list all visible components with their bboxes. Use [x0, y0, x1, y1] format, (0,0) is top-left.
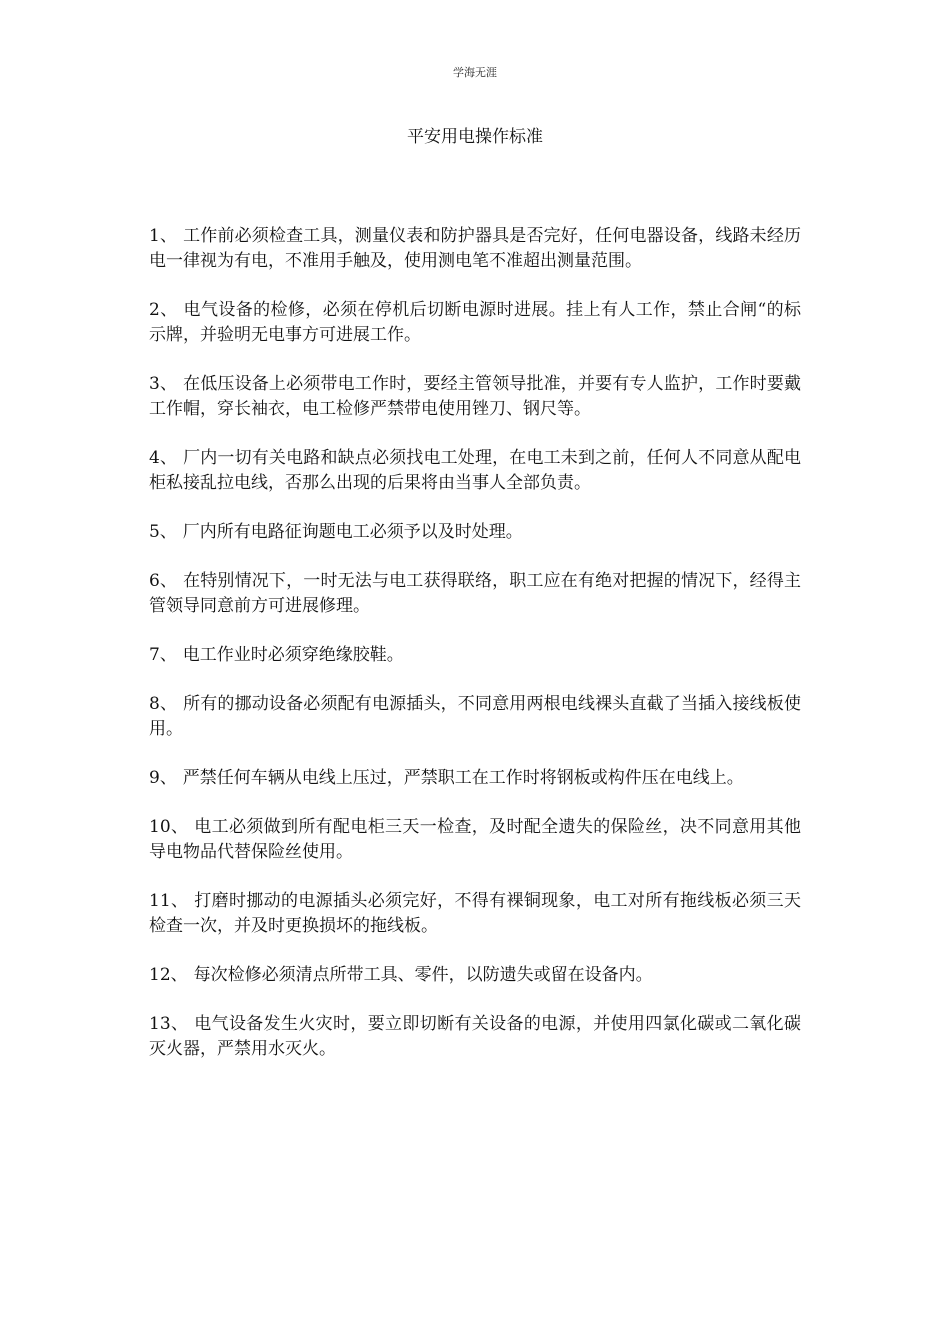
- rule-item: [149, 446, 801, 496]
- rule-text: 每次检修必须清点所带工具、零件，以防遗失或留在设备内。: [193, 965, 653, 985]
- rule-text: 电工作业时必须穿绝缘胶鞋。: [182, 645, 404, 665]
- rule-number: 10、: [149, 817, 189, 837]
- page-header: 学海无涯: [453, 66, 497, 79]
- rule-item: [149, 1012, 801, 1062]
- rule-number: 5、: [149, 522, 177, 542]
- rule-item: [149, 766, 801, 791]
- rule-text: 严禁任何车辆从电线上压过，严禁职工在工作时将钢板或构件压在电线上。: [182, 768, 744, 788]
- rule-number: 6、: [149, 571, 178, 591]
- rule-number: 8、: [149, 694, 178, 714]
- rule-item: [149, 815, 801, 865]
- rule-text: 工作前必须检查工具，测量仪表和防护器具是否完好，任何电器设备，线路未经历电一律视为有电，不准用手触及，使用测电笔不准超出测量范围。: [149, 226, 801, 271]
- rule-text: 打磨时挪动的电源插头必须完好，不得有裸铜现象，电工对所有拖线板必须三天检查一次，并及时更换损坏的拖线板。: [149, 891, 801, 936]
- rule-number: 4、: [149, 448, 178, 468]
- rule-item: [149, 963, 801, 988]
- rule-item: [149, 224, 801, 274]
- rule-number: 3、: [149, 374, 178, 394]
- rule-text: 电气设备发生火灾时，要立即切断有关设备的电源，并使用四氯化碳或二氧化碳灭火器，严禁用水灭火。: [149, 1014, 801, 1059]
- rule-item: [149, 569, 801, 619]
- rule-number: 9、: [149, 768, 177, 788]
- rule-text: 电工必须做到所有配电柜三天一检查，及时配全遗失的保险丝，决不同意用其他导电物品代替保险丝使用。: [149, 817, 801, 862]
- rule-item: [149, 692, 801, 742]
- rule-item: [149, 889, 801, 939]
- rule-number: 7、: [149, 645, 177, 665]
- rule-number: 13、: [149, 1014, 189, 1034]
- rule-number: 12、: [149, 965, 188, 985]
- rule-text: 厂内所有电路征询题电工必须予以及时处理。: [182, 522, 523, 542]
- rule-item: [149, 520, 801, 545]
- rule-text: 在特别情况下，一时无法与电工获得联络，职工应在有绝对把握的情况下，经得主管领导同意前方可进展修理。: [149, 571, 801, 616]
- rule-item: [149, 372, 801, 422]
- document-title: 平安用电操作标准: [407, 127, 543, 147]
- rule-number: 11、: [149, 891, 189, 911]
- rule-text: 所有的挪动设备必须配有电源插头，不同意用两根电线裸头直截了当插入接线板使用。: [149, 694, 801, 739]
- rule-text: 电气设备的检修，必须在停机后切断电源时进展。挂上有人工作，禁止合闸“的标示牌，并验明无电事方可进展工作。: [149, 300, 801, 345]
- rule-item: [149, 643, 801, 668]
- rule-text: 厂内一切有关电路和缺点必须找电工处理，在电工未到之前，任何人不同意从配电柜私接乱拉电线，否那么出现的后果将由当事人全部负责。: [149, 448, 801, 493]
- rule-number: 1、: [149, 226, 178, 246]
- rules-list: [149, 224, 801, 1086]
- rule-number: 2、: [149, 300, 178, 320]
- rule-text: 在低压设备上必须带电工作时，要经主管领导批准，并要有专人监护，工作时要戴工作帽，穿长袖衣，电工检修严禁带电使用锉刀、钢尺等。: [149, 374, 801, 419]
- rule-item: [149, 298, 801, 348]
